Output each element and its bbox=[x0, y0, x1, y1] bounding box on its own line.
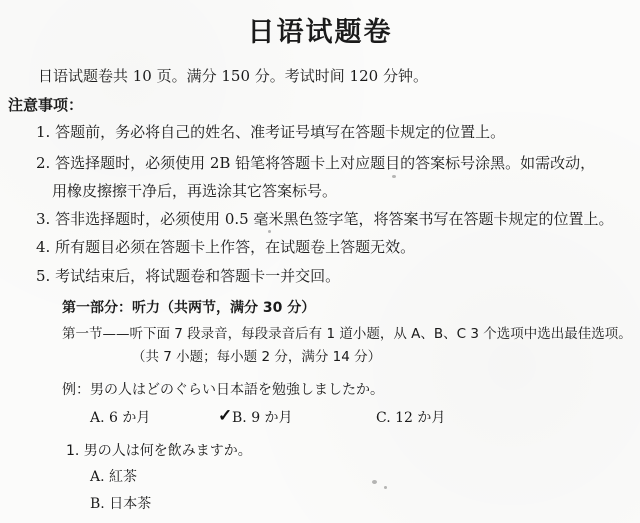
part-heading: 第一部分：听力（共两节，满分 30 分） bbox=[62, 300, 316, 316]
notice-item-4: 4. 所有题目必须在答题卡上作答，在试题卷上答题无效。 bbox=[36, 238, 416, 256]
question-1-option-b: B. 日本茶 bbox=[90, 496, 152, 512]
question-1-option-a: A. 紅茶 bbox=[90, 469, 138, 485]
notice-item-2-continued: 用橡皮擦擦干净后，再选涂其它答案标号。 bbox=[52, 182, 338, 200]
section-description: 第一节——听下面 7 段录音，每段录音后有 1 道小题，从 A、B、C 3 个选项中选出最佳选项。 bbox=[62, 326, 632, 342]
scan-speck bbox=[372, 480, 377, 484]
notice-item-1: 1. 答题前，务必将自己的姓名、准考证号填写在答题卡规定的位置上。 bbox=[36, 123, 506, 141]
example-option-c: C. 12 か月 bbox=[376, 410, 446, 426]
example-option-b: B. 9 か月 bbox=[232, 410, 293, 426]
notice-heading: 注意事项： bbox=[8, 96, 84, 114]
scan-speck bbox=[384, 486, 387, 489]
check-mark-icon: ✓ bbox=[218, 406, 233, 426]
example-question: 例：男の人はどのぐらい日本語を勉強しましたか。 bbox=[62, 382, 384, 398]
notice-item-3: 3. 答非选择题时，必须使用 0.5 毫米黑色签字笔，将答案书写在答题卡规定的位置上。 bbox=[36, 210, 614, 228]
scan-speck bbox=[392, 175, 396, 178]
question-1: 1. 男の人は何を飲みますか。 bbox=[66, 443, 252, 459]
example-option-a: A. 6 か月 bbox=[90, 410, 151, 426]
notice-item-5: 5. 考试结束后，将试题卷和答题卡一并交回。 bbox=[36, 267, 341, 285]
page-title: 日语试题卷 bbox=[247, 17, 393, 48]
section-note: （共 7 小题；每小题 2 分，满分 14 分） bbox=[132, 349, 382, 365]
notice-item-2: 2. 答选择题时，必须使用 2B 铅笔将答题卡上对应题目的答案标号涂黑。如需改动， bbox=[36, 154, 596, 172]
exam-intro: 日语试题卷共 10 页。满分 150 分。考试时间 120 分钟。 bbox=[38, 67, 428, 85]
scan-speck bbox=[268, 230, 271, 233]
